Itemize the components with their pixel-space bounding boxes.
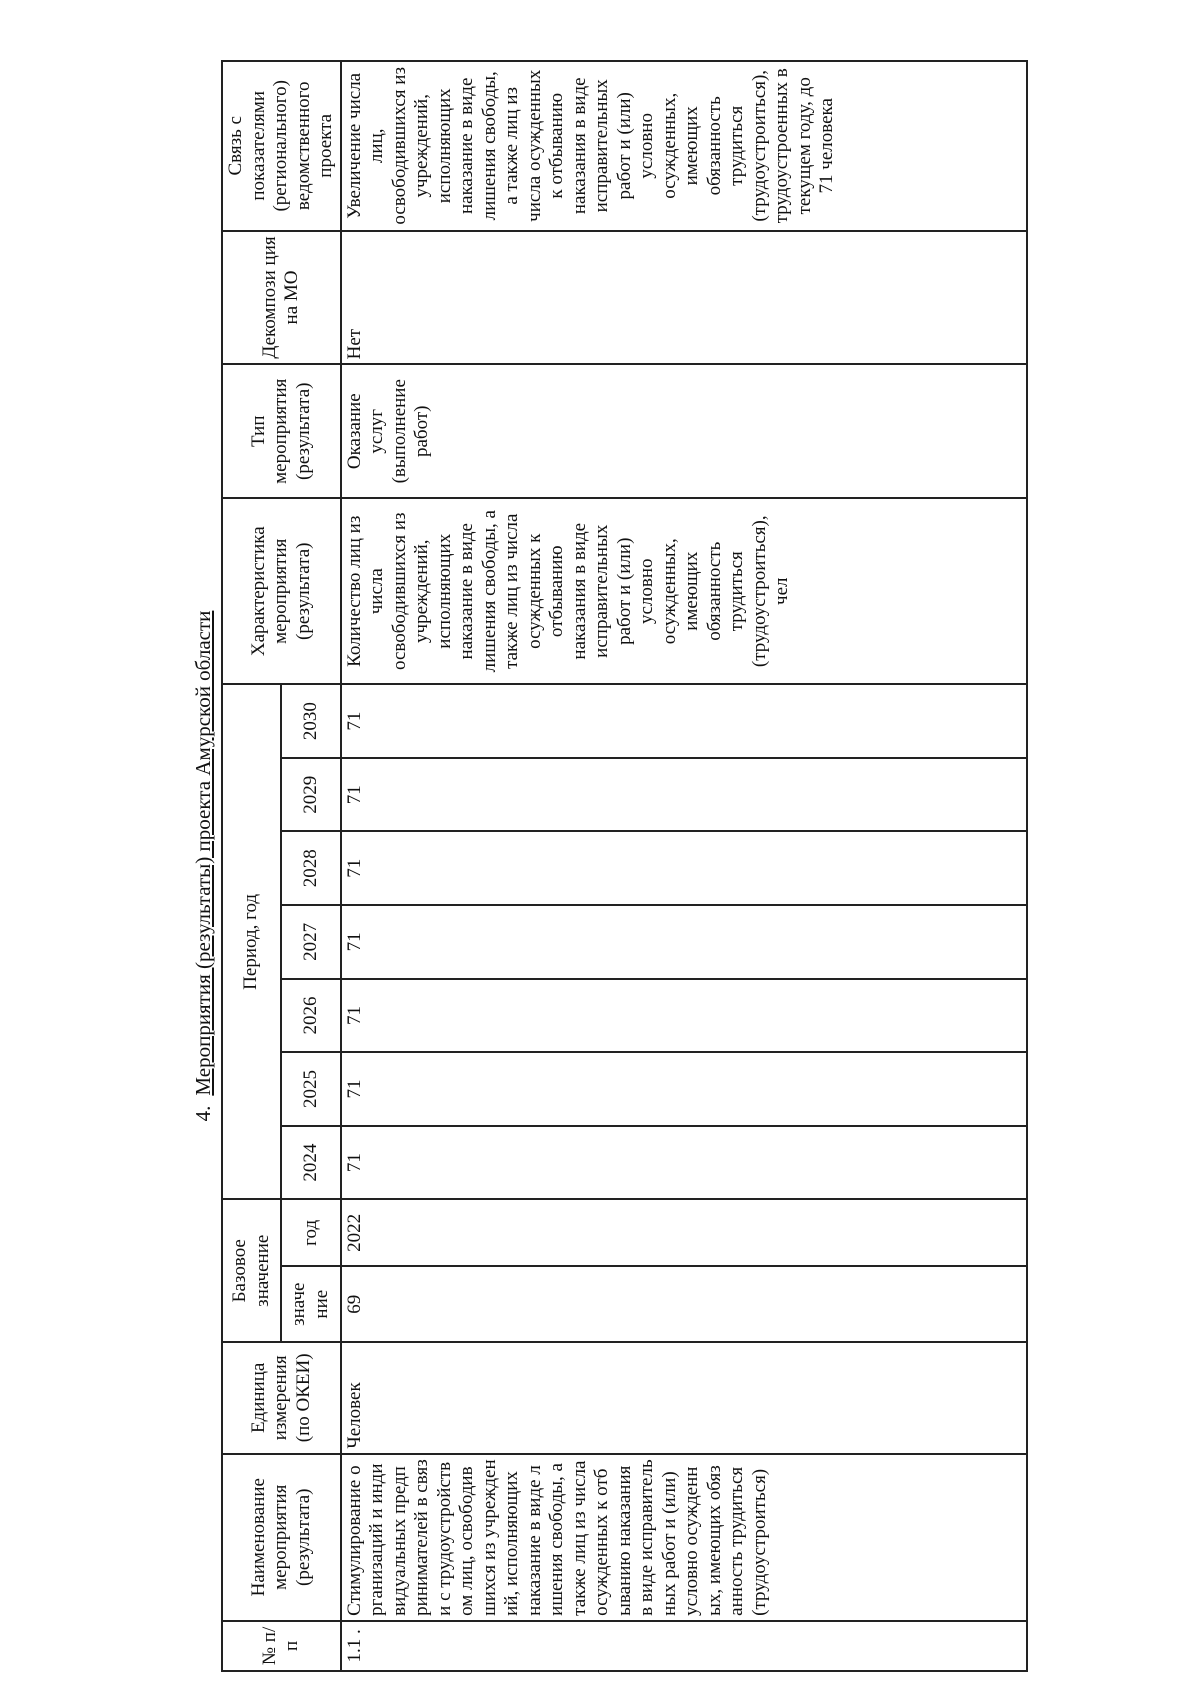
cell-num: 1.1 . (341, 1621, 1027, 1671)
cell-year-2029: 71 (341, 758, 1027, 832)
col-header-base: Базовое значение (222, 1199, 281, 1342)
cell-type: Оказание услуг (выполнение работ) (341, 364, 1027, 498)
header-row-1 (222, 61, 281, 1671)
section-title: Мероприятия (результаты) проекта Амурской области (191, 610, 215, 1096)
cell-year-2027: 71 (341, 905, 1027, 979)
col-header-year-2024: 2024 (281, 1126, 340, 1200)
col-header-period: Период, год (222, 684, 281, 1199)
section-heading (185, 60, 221, 1672)
col-header-decomposition: Декомпози ция на МО (222, 231, 341, 365)
col-header-year-2029: 2029 (281, 758, 340, 832)
cell-base-year: 2022 (341, 1199, 1027, 1266)
cell-characteristic: Количество лиц из числа освободившихся из учреждений, исполняющих наказание в виде лишения свободы, а также лиц из числа осужденных к отбыванию наказания в виде исправительных работ и (или) условно осужденных, имеющих обязанность трудиться (трудоустроиться), чел (341, 498, 1027, 684)
rotated-landscape-content (179, 60, 1021, 1672)
col-header-year-2026: 2026 (281, 979, 340, 1053)
cell-link: Увеличение числа лиц, освободившихся из учреждений, исполняющих наказание в виде лишения свободы, а также лиц из числа осужденных к отбыванию наказания в виде исправительных работ и (или) условно осужденных, имеющих обязанность трудиться (трудоустроиться), трудоустроенных в текущем году, до 71 человека (341, 61, 1027, 231)
col-header-base-year: год (281, 1199, 340, 1266)
col-header-year-2030: 2030 (281, 684, 340, 758)
section-number: 4. (191, 1105, 215, 1122)
col-header-characteristic: Характеристика мероприятия (результата) (222, 498, 341, 684)
col-header-year-2028: 2028 (281, 832, 340, 906)
col-header-unit: Единица измерения (по ОКЕИ) (222, 1342, 341, 1453)
cell-base-value: 69 (341, 1266, 1027, 1342)
cell-decomposition: Нет (341, 231, 1027, 365)
col-header-num: № п/п (222, 1621, 341, 1671)
cell-year-2025: 71 (341, 1052, 1027, 1126)
cell-year-2030: 71 (341, 684, 1027, 758)
col-header-name: Наименование мероприятия (результата) (222, 1454, 341, 1621)
activities-table (221, 60, 1028, 1672)
col-header-year-2027: 2027 (281, 905, 340, 979)
cell-year-2026: 71 (341, 979, 1027, 1053)
cell-year-2028: 71 (341, 832, 1027, 906)
cell-unit: Человек (341, 1342, 1027, 1453)
col-header-year-2025: 2025 (281, 1052, 340, 1126)
col-header-link: Связь с показателями (регионального) ведомственного проекта (222, 61, 341, 231)
cell-name: Стимулирование организаций и индивидуальных предпринимателей в связи с трудоустройством лиц, освободившихся из учреждений, исполняющих наказание в виде лишения свободы, а также лиц из числа осужденных к отбыванию наказания в виде исправительных работ и (или) условно осужденных, имеющих обязанность трудиться (трудоустроиться) (341, 1454, 1027, 1621)
col-header-type: Тип мероприятия (результата) (222, 364, 341, 498)
cell-year-2024: 71 (341, 1126, 1027, 1200)
col-header-base-value: значе ние (281, 1266, 340, 1342)
table-row (341, 61, 1027, 1671)
